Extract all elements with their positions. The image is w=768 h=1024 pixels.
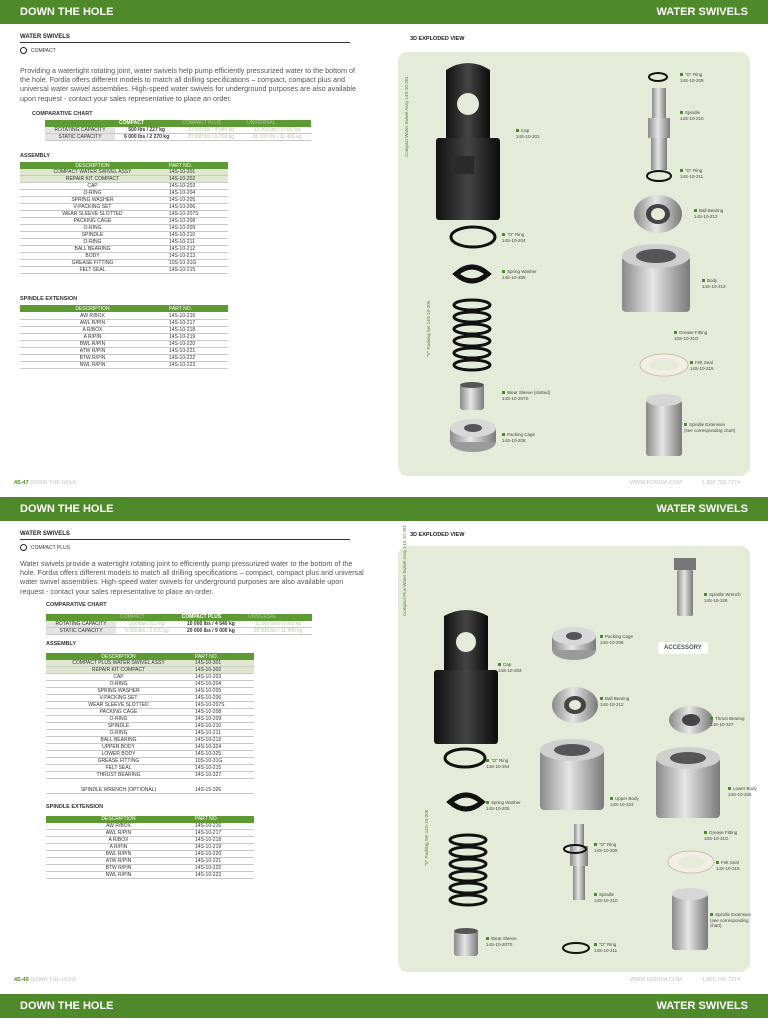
table-row [20, 169, 228, 176]
spindle-extension-title: SPINDLE EXTENSION [46, 803, 104, 810]
cell: 10 000 lbs / 4 540 kg [178, 127, 243, 134]
row-part-no: 14S-10-211 [191, 730, 254, 737]
col-description: DESCRIPTION [46, 816, 191, 823]
row-description: O-RING [20, 239, 165, 246]
table-row [46, 688, 254, 695]
packing-cage-part [448, 416, 498, 454]
row-description: SPRING WASHER [46, 688, 191, 695]
comparative-chart [46, 614, 312, 635]
cell: 5 000 lbs / 2 270 kg [116, 628, 178, 635]
row-part-no: 14S-10-221 [165, 347, 228, 354]
footer-phone: 1.800.768.7274 [701, 480, 740, 486]
row-part-no: 14S-10-208 [165, 218, 228, 225]
row-description: COMPACT PLUS WATER SWIVEL ASSY [46, 660, 191, 667]
row-description: UPPER BODY [46, 744, 191, 751]
callout-oring: "O" Ring 14S-10-211 [594, 942, 618, 953]
cell: 20 000 lbs / 9 000 kg [178, 628, 245, 635]
row-part-no: 14S-10-204 [165, 190, 228, 197]
oring-part [644, 168, 674, 184]
footer-web[interactable]: WWW.FORDIA.COM [629, 480, 682, 486]
table-row [46, 702, 254, 709]
row-part-no: 14S-10-207S [191, 702, 254, 709]
callout-felt: Felt Seal 14S-10-215 [716, 860, 740, 871]
table-row [46, 695, 254, 702]
table-row [46, 830, 254, 837]
row-part-no: 14S-10-215 [165, 267, 228, 274]
row-part-no: 10S-10-31G [191, 758, 254, 765]
callout-bearing: Ball Bearing 14S-10-212 [694, 208, 724, 219]
row-label: STATIC CAPACITY [46, 628, 116, 635]
footer-web[interactable]: WWW.FORDIA.COM [629, 977, 682, 983]
callout-sleeve: Wear Sleeve 14S-10-207S [486, 936, 517, 947]
ball-bearing-part [548, 684, 602, 726]
row-description: A R/PIN [46, 844, 191, 851]
row-description: V-PACKING SET [20, 204, 165, 211]
packing-cage-part [550, 624, 598, 662]
row-description: THRUST BEARING [46, 772, 191, 779]
callout-spring: Spring Washer 14S-10-205 [502, 269, 537, 280]
optional-part-no: 14S-15-326 [191, 786, 254, 793]
table-row [46, 837, 254, 844]
assy-label: Compact Water Swivel Assy 14S-10-201 [404, 76, 409, 157]
oring-part [646, 70, 670, 84]
table-row [20, 204, 228, 211]
section-title: WATER SWIVELS [20, 531, 350, 540]
col-compact: COMPACT [116, 614, 178, 621]
callout-spindle: Spindle 14S-10-210 [680, 110, 704, 121]
upper-body-part [534, 736, 610, 816]
table-row [20, 225, 228, 232]
spindle-extension-part [668, 886, 712, 952]
table-row [46, 744, 254, 751]
row-part-no: 14S-10-206 [191, 695, 254, 702]
table-row [46, 872, 254, 879]
v-packing-part [446, 832, 490, 908]
spindle-table [20, 305, 228, 368]
row-part-no: 14S-10-218 [165, 326, 228, 333]
row-part-no: 14S-10-201 [165, 169, 228, 176]
model-line [20, 47, 360, 54]
cell: 10 000 lbs / 4 540 kg [178, 621, 245, 628]
row-part-no: 14S-10-325 [191, 751, 254, 758]
row-part-no: 14S-10-203 [191, 674, 254, 681]
row-description: BALL BEARING [20, 246, 165, 253]
footer-phone: 1.800.768.7274 [701, 977, 740, 983]
row-description: GREASE FITTING [46, 758, 191, 765]
table-row [46, 772, 254, 779]
table-row [46, 765, 254, 772]
header-band-2 [0, 497, 768, 521]
row-part-no: 14S-10-222 [191, 865, 254, 872]
table-row [46, 844, 254, 851]
spindle-extension-title: SPINDLE EXTENSION [20, 296, 78, 303]
callout-oring: "O" Ring 14S-10-204 [502, 232, 526, 243]
oring-part [560, 940, 592, 956]
cell: 11 000 lbs / 5 000 kg [244, 621, 312, 628]
callout-sleeve: Wear Sleeve (slotted) 14S-10-207S [502, 390, 551, 401]
col-part-no: PART NO. [191, 653, 254, 660]
callout-thrust: Thrust Bearing 14S-10-327 [710, 716, 745, 727]
row-description: REPAIR KIT COMPACT [20, 176, 165, 183]
table-row [46, 737, 254, 744]
row-part-no: 14S-10-223 [191, 872, 254, 879]
header-band-1 [0, 0, 768, 24]
row-description: BTW R/PIN [46, 865, 191, 872]
row-description: CAP [20, 183, 165, 190]
row-description: GREASE FITTING [20, 260, 165, 267]
row-label: ROTATING CAPACITY [46, 621, 116, 628]
cell: 500 lbs / 227 kg [116, 621, 178, 628]
table-row [20, 176, 228, 183]
row-part-no: 14S-10-202 [165, 176, 228, 183]
row-part-no: 14S-10-203 [165, 183, 228, 190]
comparative-chart [45, 120, 311, 141]
row-part-no: 14S-10-205 [165, 197, 228, 204]
row-description: SPRING WASHER [20, 197, 165, 204]
section2-left [20, 531, 364, 879]
cap-part [428, 60, 508, 230]
packing-label: "V" Packing Set 14S-10-206 [426, 300, 431, 357]
table-row [46, 751, 254, 758]
section1-left [20, 34, 360, 369]
table-row [46, 865, 254, 872]
row-part-no: 14S-10-215 [191, 765, 254, 772]
row-part-no: 14S-10-210 [165, 232, 228, 239]
assembly-table [46, 653, 254, 779]
callout-felt: Felt Seal 14S-10-215 [690, 360, 714, 371]
table-row [46, 660, 254, 667]
row-part-no: 14S-10-217 [191, 830, 254, 837]
row-description: AWL R/PIN [20, 319, 165, 326]
table-row [46, 823, 254, 830]
callout-cap: Cap 14S-10-203 [498, 662, 522, 673]
intro-text: Providing a watertight rotating joint, water swivels help pump efficiently pressurized water to the bottom of the hole. Fordia offers different models to match all drilling specifications – compact, compact plus and universal water swivel assemblies. High-speed water swivels for underground purposes are also available upon request - contact your sales representative to place an order. [20, 66, 356, 103]
row-description: PACKING CAGE [20, 218, 165, 225]
row-description: WEAR SLEEVE SLOTTED [20, 211, 165, 218]
row-description: PACKING CAGE [46, 709, 191, 716]
callout-oring: "O" Ring 14S-10-211 [680, 168, 704, 179]
callout-grease: Grease Fitting 10S-10-31G [704, 830, 738, 841]
exploded-view-title: 3D EXPLODED VIEW [410, 36, 465, 42]
row-description: O-RING [20, 190, 165, 197]
row-part-no: 14S-10-206 [165, 204, 228, 211]
footer-1 [14, 480, 754, 486]
row-part-no: 14S-10-222 [165, 354, 228, 361]
row-part-no: 14S-10-324 [191, 744, 254, 751]
header-left: DOWN THE HOLE [20, 1000, 114, 1012]
assy-label: Compact Plus Water Swivel Assy 14S-10-301 [402, 525, 407, 616]
table-row [20, 253, 228, 260]
ring-icon [20, 47, 27, 54]
model-name: COMPACT [31, 47, 56, 54]
col-description: DESCRIPTION [20, 162, 165, 169]
oring-part [448, 224, 498, 250]
table-row [46, 709, 254, 716]
oring-part [442, 746, 488, 770]
callout-body: Body 14S-10-213 [702, 278, 726, 289]
row-part-no: 14S-10-209 [165, 225, 228, 232]
row-part-no: 10S-10-31G [165, 260, 228, 267]
row-description: NWL R/PIN [20, 361, 165, 368]
row-part-no: 14S-10-218 [191, 837, 254, 844]
spindle-part [642, 86, 676, 172]
table-row [20, 239, 228, 246]
row-description: A R/BOX [46, 837, 191, 844]
row-part-no: 14S-10-219 [165, 333, 228, 340]
row-part-no: 14S-10-217 [165, 319, 228, 326]
col-compact: COMPACT [115, 120, 178, 127]
table-row [46, 716, 254, 723]
page-number: 4S-49 [14, 977, 29, 983]
callout-cage: Packing Cage 14S-10-208 [502, 432, 536, 443]
callout-oring: "O" Ring 14S-10-209 [680, 72, 704, 83]
row-description: SPINDLE [46, 723, 191, 730]
row-part-no: 14S-10-219 [191, 844, 254, 851]
cell: 11 000 lbs / 5 000 kg [243, 127, 311, 134]
footer-2 [14, 977, 754, 983]
callout-cage: Packing Cage 14S-10-208 [600, 634, 634, 645]
row-description: ATW R/PIN [20, 347, 165, 354]
row-part-no: 14S-10-223 [165, 361, 228, 368]
model-line [20, 544, 360, 551]
row-part-no: 14S-10-213 [165, 253, 228, 260]
exploded-panel [398, 52, 750, 476]
cell: 26 000 lbs / 11 400 kg [243, 134, 311, 141]
spindle-table [46, 816, 254, 879]
row-part-no: 14S-10-216 [165, 312, 228, 319]
row-description: AW R/BOX [20, 312, 165, 319]
row-part-no: 14S-10-212 [165, 246, 228, 253]
row-description: BWL R/PIN [46, 851, 191, 858]
row-part-no: 14S-10-220 [165, 340, 228, 347]
spring-washer-part [452, 262, 492, 286]
row-description: BWL R/PIN [20, 340, 165, 347]
packing-label: "V" Packing Set 14S-10-206 [424, 809, 429, 866]
assembly-title: ASSEMBLY [20, 153, 51, 160]
header-right: WATER SWIVELS [656, 1000, 748, 1012]
row-part-no: 14S-10-221 [191, 858, 254, 865]
felt-seal-part [636, 350, 692, 380]
cell: 20 000 lbs / 9 000 kg [178, 134, 243, 141]
assembly-title: ASSEMBLY [46, 641, 77, 648]
assembly-table [20, 162, 228, 274]
callout-spring: Spring Washer 14S-10-205 [486, 800, 521, 811]
row-part-no: 14S-10-210 [191, 723, 254, 730]
row-description: ATW R/PIN [46, 858, 191, 865]
comparative-chart-title: COMPARATIVE CHART [32, 110, 93, 117]
callout-lower: Lower Body 14S-10-325 [728, 786, 757, 797]
table-row [20, 190, 228, 197]
callout-spindle: Spindle 14S-10-210 [594, 892, 618, 903]
felt-seal-part [664, 848, 718, 876]
col-universal: UNIVERSAL [244, 614, 312, 621]
row-description: SPINDLE [20, 232, 165, 239]
row-description: FELT SEAL [20, 267, 165, 274]
row-description: A R/PIN [20, 333, 165, 340]
row-description: BODY [20, 253, 165, 260]
table-row [20, 361, 228, 368]
col-compact-plus: COMPACT PLUS [178, 120, 243, 127]
lower-body-part [650, 744, 726, 824]
spindle-wrench-part [670, 556, 700, 620]
table-row [46, 674, 254, 681]
table-row [46, 730, 254, 737]
footer-section: DOWN THE HOLE [30, 480, 77, 486]
table-row [20, 183, 228, 190]
col-universal: UNIVERSAL [243, 120, 311, 127]
row-description: BALL BEARING [46, 737, 191, 744]
row-part-no: 14S-10-211 [165, 239, 228, 246]
table-row [20, 246, 228, 253]
col-part-no: PART NO. [191, 816, 254, 823]
col-description: DESCRIPTION [46, 653, 191, 660]
col-part-no: PART NO. [165, 162, 228, 169]
v-packing-part [450, 297, 494, 373]
row-part-no: 14S-10-205 [191, 688, 254, 695]
col-compact-plus: COMPACT PLUS [178, 614, 245, 621]
cell: 6 000 lbs / 2 270 kg [115, 134, 178, 141]
oring-part [560, 842, 590, 856]
header-right: WATER SWIVELS [656, 503, 748, 515]
row-description: CAP [46, 674, 191, 681]
cell: 25 000 lbs / 11 400 kg [244, 628, 312, 635]
page-number: 4S-47 [14, 480, 29, 486]
callout-wrench: Spindle Wrench 14S-15-326 [704, 592, 741, 603]
ball-bearing-part [630, 192, 686, 236]
row-description: O-RING [46, 730, 191, 737]
row-part-no: 14S-10-327 [191, 772, 254, 779]
row-description: V-PACKING SET [46, 695, 191, 702]
table-row [46, 858, 254, 865]
row-description: AWL R/PIN [46, 830, 191, 837]
exploded-view-title: 3D EXPLODED VIEW [410, 532, 465, 538]
row-description: A R/BOX [20, 326, 165, 333]
row-description: AW R/BOX [46, 823, 191, 830]
row-description: WEAR SLEEVE SLOTTED [46, 702, 191, 709]
table-row [20, 340, 228, 347]
row-description: LOWER BODY [46, 751, 191, 758]
ring-icon [20, 544, 27, 551]
row-description: BTW R/PIN [20, 354, 165, 361]
body-part [616, 240, 696, 320]
row-part-no: 14S-10-208 [191, 709, 254, 716]
col-description: DESCRIPTION [20, 305, 165, 312]
optional-description: SPINDLE WRENCH (OPTIONAL) [46, 786, 191, 793]
table-row [46, 851, 254, 858]
table-row [20, 326, 228, 333]
table-row [20, 211, 228, 218]
callout-ext: Spindle Extension (see corresponding chart) [710, 912, 752, 928]
table-row [46, 681, 254, 688]
callout-oring: "O" Ring 14S-10-209 [594, 842, 618, 853]
header-left: DOWN THE HOLE [20, 6, 114, 18]
row-label: STATIC CAPACITY [45, 134, 115, 141]
row-part-no: 14S-10-302 [191, 667, 254, 674]
table-row [20, 232, 228, 239]
table-row [46, 758, 254, 765]
footer-section: DOWN THE HOLE [30, 977, 77, 983]
spring-washer-part [446, 790, 486, 814]
wear-sleeve-part [458, 380, 486, 412]
row-part-no: 14S-10-301 [191, 660, 254, 667]
row-part-no: 14S-10-216 [191, 823, 254, 830]
row-part-no: 14S-10-220 [191, 851, 254, 858]
callout-ext: Spindle Extension (see corresponding chart) [684, 422, 736, 433]
model-name: COMPACT PLUS [31, 544, 70, 551]
cap-part [428, 608, 504, 748]
table-row [46, 667, 254, 674]
table-row [20, 267, 228, 274]
header-left: DOWN THE HOLE [20, 503, 114, 515]
table-row [20, 218, 228, 225]
row-part-no: 14S-10-207S [165, 211, 228, 218]
spindle-part [568, 822, 590, 902]
accessory-label: ACCESSORY [658, 642, 708, 654]
row-part-no: 14S-10-209 [191, 716, 254, 723]
row-description: FELT SEAL [46, 765, 191, 772]
spindle-extension-part [642, 392, 686, 458]
table-row [20, 312, 228, 319]
row-description: REPAIR KIT COMPACT [46, 667, 191, 674]
row-part-no: 14S-10-212 [191, 737, 254, 744]
callout-upper: Upper Body 14S-10-324 [610, 796, 639, 807]
row-part-no: 14S-10-204 [191, 681, 254, 688]
table-row [20, 347, 228, 354]
header-band-3 [0, 994, 768, 1018]
row-description: O-RING [46, 681, 191, 688]
callout-grease: Grease Fitting 10S-10-31G [674, 330, 708, 341]
callout-oring: "O" Ring 14S-10-204 [486, 758, 510, 769]
col-part-no: PART NO. [165, 305, 228, 312]
comparative-chart-title: COMPARATIVE CHART [46, 601, 107, 608]
table-row [20, 260, 228, 267]
intro-text: Water swivels provide a watertight rotating joint to efficiently pump pressurized water to the bottom of the hole. Fordia offers different models to match all drilling specifications – compact, compact plus and universal water swivel assemblies. High-speed water swivels for underground purposes are also available upon request - contact your sales representative to place an order. [20, 559, 364, 596]
row-description: NWL R/PIN [46, 872, 191, 879]
row-description: COMPACT WATER SWIVEL ASSY [20, 169, 165, 176]
row-description: O-RING [20, 225, 165, 232]
table-row [46, 723, 254, 730]
row-description: O-RING [46, 716, 191, 723]
table-row [20, 333, 228, 340]
row-label: ROTATING CAPACITY [45, 127, 115, 134]
wear-sleeve-part [452, 926, 480, 958]
callout-bearing: Ball Bearing 14S-10-212 [600, 696, 630, 707]
table-row [20, 197, 228, 204]
cell: 500 lbs / 227 kg [115, 127, 178, 134]
header-right: WATER SWIVELS [656, 6, 748, 18]
section-title: WATER SWIVELS [20, 34, 350, 43]
table-row [20, 354, 228, 361]
optional-table [46, 786, 254, 793]
table-row [20, 319, 228, 326]
callout-cap: Cap 14S-10-203 [516, 128, 540, 139]
